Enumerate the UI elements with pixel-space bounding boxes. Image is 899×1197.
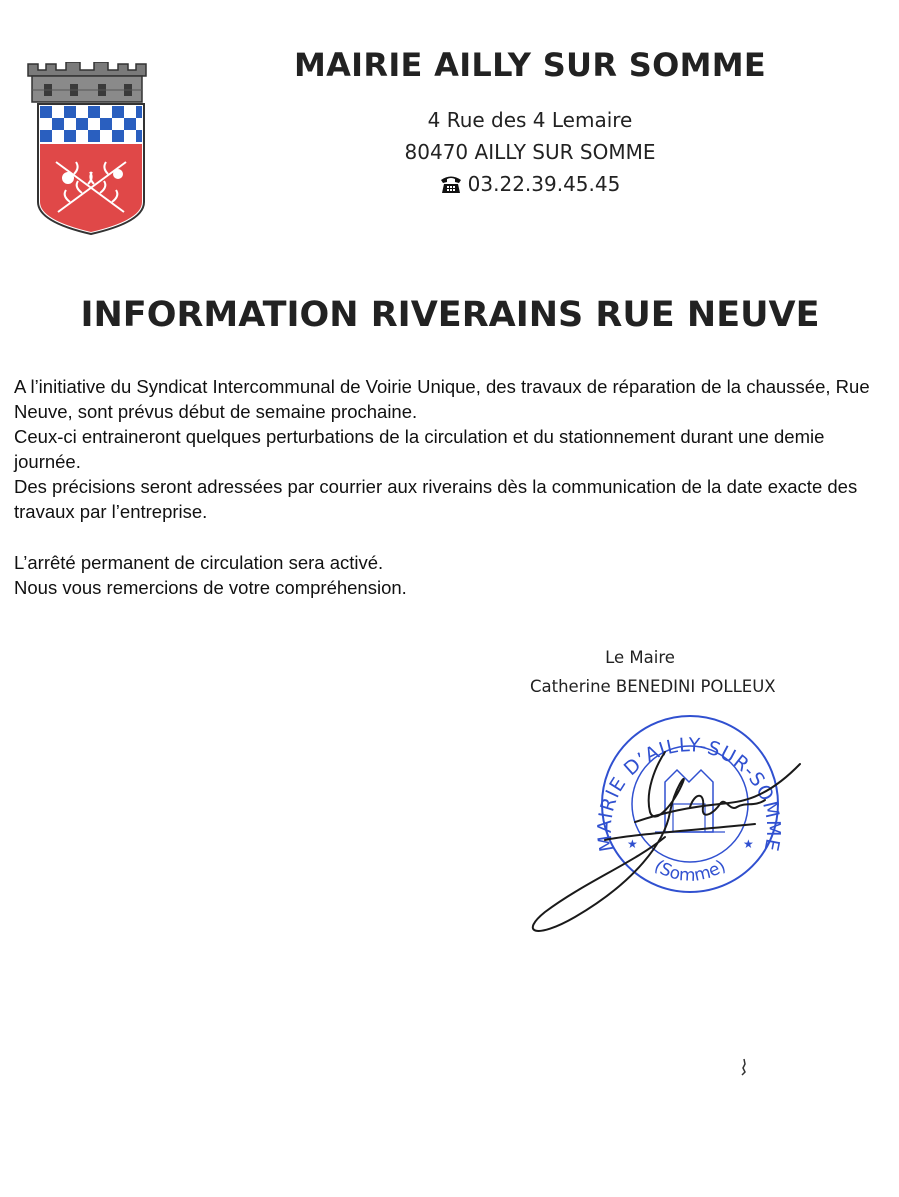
notice-body: [14, 374, 884, 600]
body-sentence: A l’initiative du Syndicat Intercommunal de Voirie Unique, des travaux de réparation de la chaussée, Rue Neuve, sont prévus début de semaine prochaine.: [14, 376, 870, 422]
body-sentence: Nous vous remercions de votre compréhension.: [14, 577, 407, 598]
coat-of-arms-icon: [22, 62, 160, 237]
svg-text:★: ★: [743, 837, 754, 851]
crown-icon: [28, 62, 146, 102]
phone-number: 03.22.39.45.45: [467, 172, 621, 196]
address-line-city: 80470 AILLY SUR SOMME: [404, 140, 656, 164]
notice-title: INFORMATION RIVERAINS RUE NEUVE: [80, 295, 820, 335]
body-sentence: Ceux-ci entraineront quelques perturbations de la circulation et du stationnement durant une demie journée.: [14, 426, 825, 472]
svg-text:(Somme): [651, 856, 730, 886]
official-stamp: [515, 712, 815, 952]
stamp-text-top: MAIRIE D’AILLY-SUR-SOMME: [593, 734, 785, 854]
signatory-role: Le Maire: [605, 648, 675, 667]
phone-line: [330, 172, 730, 196]
address-line-street: 4 Rue des 4 Lemaire: [427, 108, 633, 132]
checkered-band: [40, 106, 142, 142]
signatory-name: Catherine BENEDINI POLLEUX: [530, 677, 776, 696]
paragraph-gap: [14, 524, 884, 550]
body-sentence: Des précisions seront adressées par courrier aux riverains dès la communication de la date exacte des travaux par l’entreprise.: [14, 476, 858, 522]
ink-mark: [740, 1058, 748, 1076]
svg-text:★: ★: [627, 837, 638, 851]
telephone-icon: [440, 174, 462, 194]
stamp-text-bottom: (Somme): [650, 856, 730, 886]
svg-text:MAIRIE D’AILLY-SUR-SOMME: [594, 734, 784, 854]
organization-name: MAIRIE AILLY SUR SOMME: [293, 46, 767, 84]
body-sentence: L’arrêté permanent de circulation sera activé.: [14, 552, 384, 573]
